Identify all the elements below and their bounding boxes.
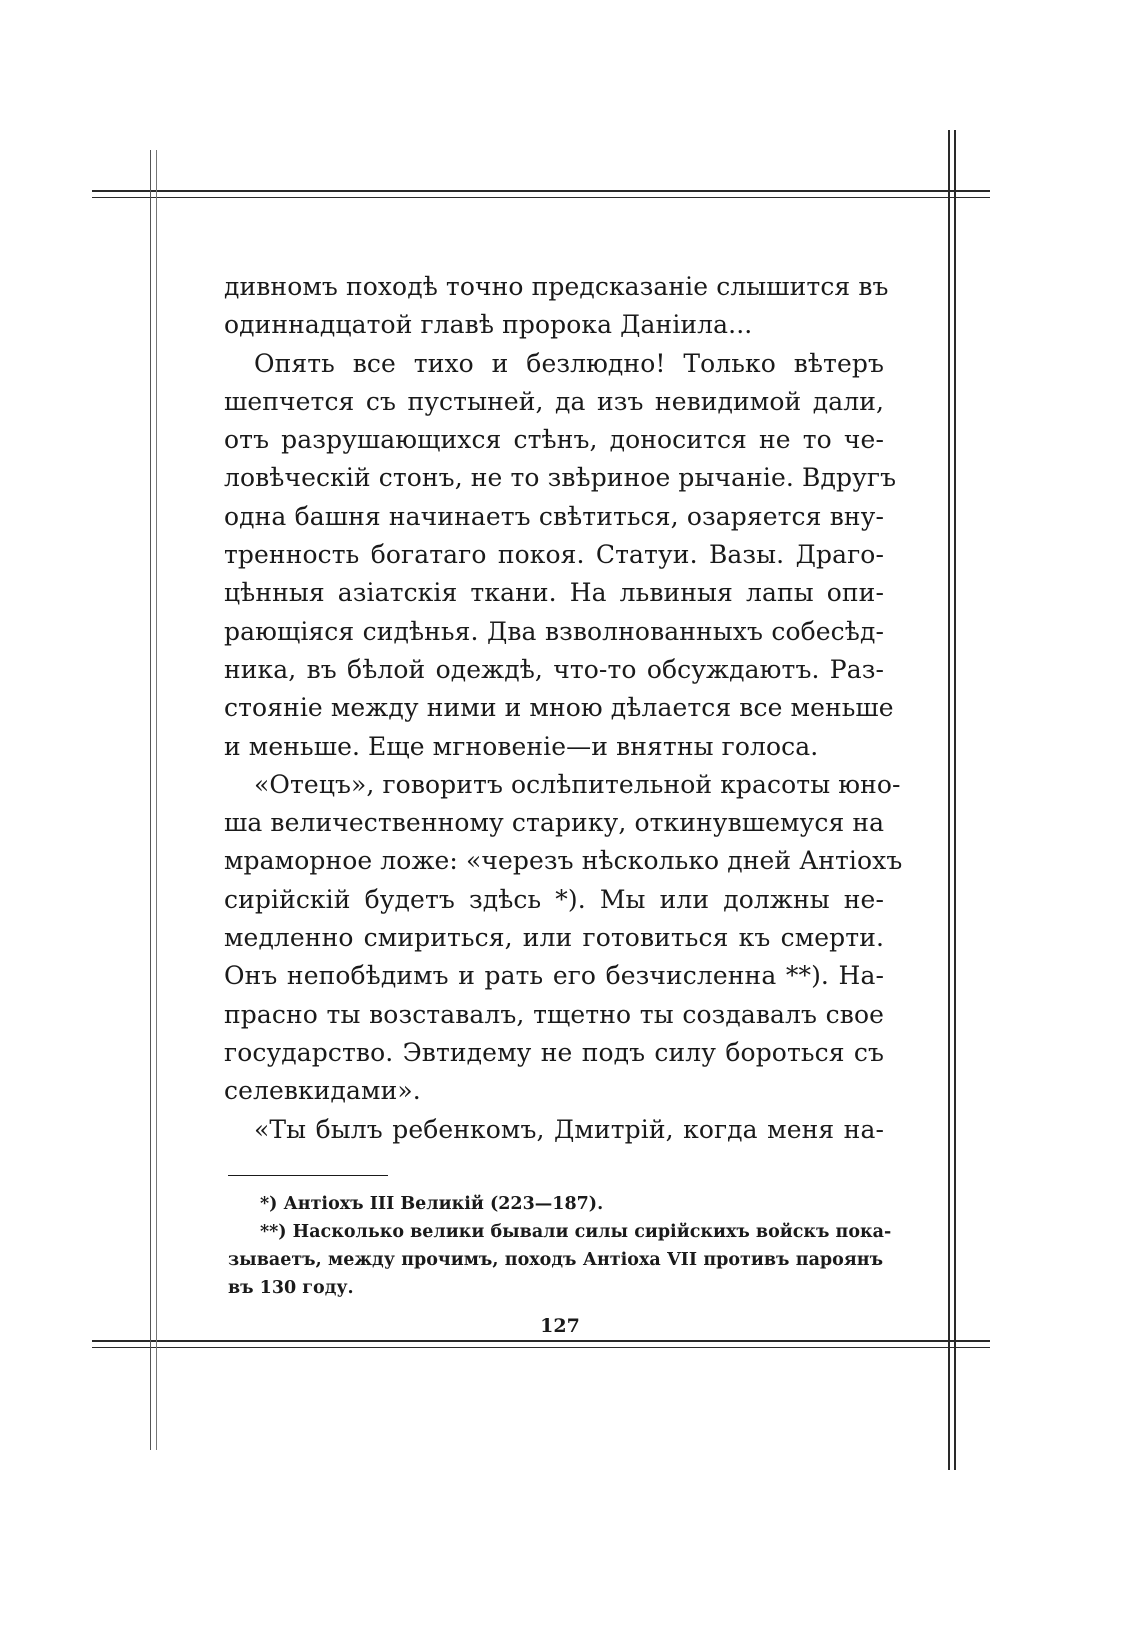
text-line: «Отецъ», говоритъ ослѣпительной красоты юно- xyxy=(254,769,901,799)
text-line: шепчется съ пустыней, да изъ невидимой дали, xyxy=(224,386,884,416)
text-line: цѣнныя азіатскія ткани. На львиныя лапы опи- xyxy=(224,578,884,608)
footnote-separator xyxy=(228,1175,388,1176)
footnote-line: зываетъ, между прочимъ, походъ Антіоха VII противъ пароянъ xyxy=(228,1250,883,1270)
text-line: одиннадцатой главѣ пророка Даніила... xyxy=(224,310,753,340)
frame-left-rule xyxy=(150,150,151,1450)
page-number: 127 xyxy=(540,1315,580,1337)
text-line: «Ты былъ ребенкомъ, Дмитрій, когда меня на- xyxy=(254,1114,884,1144)
text-line: рающіяся сидѣнья. Два взволнованныхъ собесѣд- xyxy=(224,616,884,646)
text-line: прасно ты возставалъ, тщетно ты создавалъ свое xyxy=(224,999,884,1029)
frame-left-rule-2 xyxy=(156,150,157,1450)
text-line: медленно смириться, или готовиться къ смерти. xyxy=(224,923,884,953)
body-text xyxy=(224,268,903,1149)
text-line: дивномъ походѣ точно предсказаніе слышится въ xyxy=(224,272,889,301)
text-line: государство. Эвтидему не подъ силу бороться съ xyxy=(224,1037,884,1067)
text-line: ника, въ бѣлой одеждѣ, что-то обсуждаютъ. Раз- xyxy=(224,654,884,684)
text-line: селевкидами». xyxy=(224,1076,421,1106)
text-line: ша величественному старику, откинувшемуся на xyxy=(224,808,885,838)
frame-top-rule-2 xyxy=(92,197,990,198)
text-line: тренность богатаго покоя. Статуи. Вазы. Драго- xyxy=(224,540,884,570)
text-line: Опять все тихо и безлюдно! Только вѣтеръ xyxy=(254,348,884,378)
text-line: Онъ непобѣдимъ и рать его безчисленна **). На- xyxy=(224,961,884,991)
frame-top-rule-1 xyxy=(92,190,990,192)
text-line: мраморное ложе: «черезъ нѣсколько дней Антіохъ xyxy=(224,846,903,876)
frame-bottom-rule-2 xyxy=(92,1347,990,1348)
frame-right-rule-2 xyxy=(954,130,956,1470)
text-line: отъ разрушающихся стѣнъ, доносится не то че- xyxy=(224,425,884,455)
text-line: ловѣческій стонъ, не то звѣриное рычаніе. Вдругъ xyxy=(224,463,897,493)
text-line: и меньше. Еще мгновеніе—и внятны голоса. xyxy=(224,731,819,761)
text-line: сирійскій будетъ здѣсь *). Мы или должны не- xyxy=(224,884,884,914)
text-line: стояніе между ними и мною дѣлается все меньше xyxy=(224,693,894,723)
footnote-line: *) Антіохъ III Великій (223—187). xyxy=(260,1194,604,1214)
footnote-line: **) Насколько велики бывали силы сирійскихъ войскъ пока- xyxy=(260,1222,892,1242)
frame-right-rule-1 xyxy=(948,130,950,1470)
frame-bottom-rule-1 xyxy=(92,1340,990,1342)
footnotes xyxy=(228,1190,892,1302)
text-line: одна башня начинаетъ свѣтиться, озаряется вну- xyxy=(224,501,884,531)
footnote-line: въ 130 году. xyxy=(228,1278,354,1298)
